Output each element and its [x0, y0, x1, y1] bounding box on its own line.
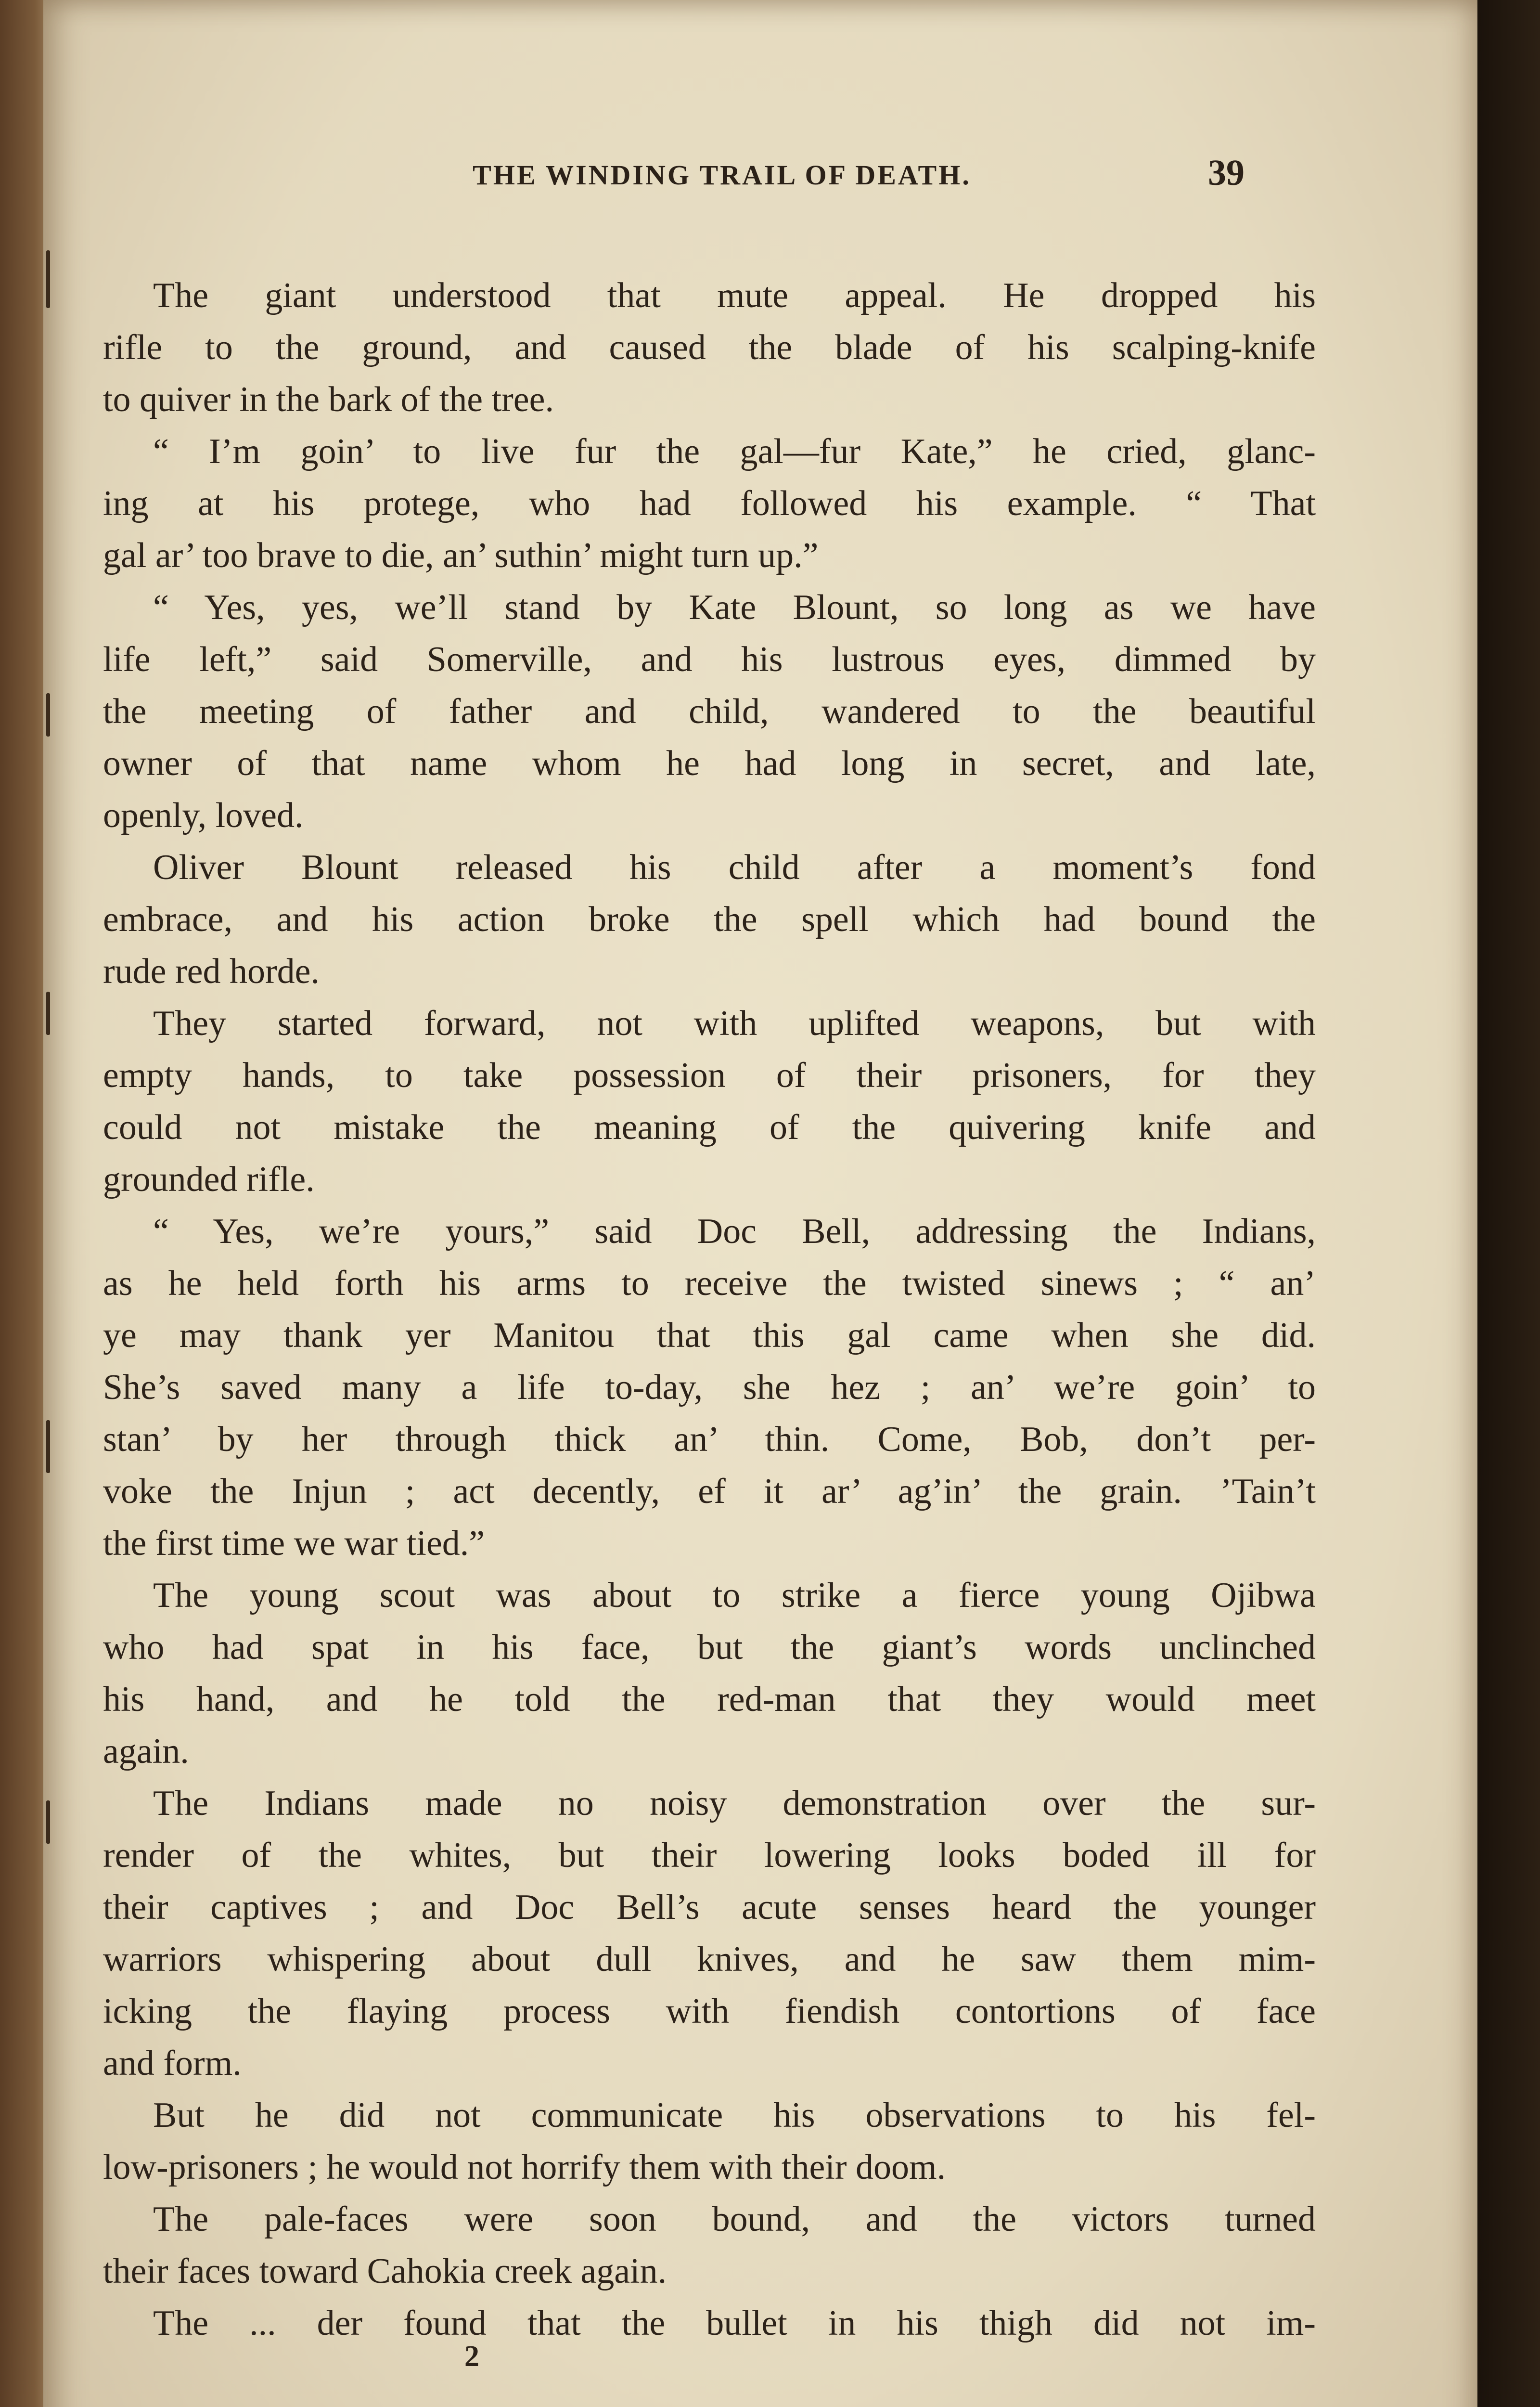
text-line: stan’ by her through thick an’ thin. Come, Bob, don’t per- [103, 1420, 1316, 1459]
text-line: his hand, and he told the red-man that they would meet [103, 1680, 1316, 1719]
text-line: warriors whispering about dull knives, and he saw them mim- [103, 1940, 1316, 1979]
margin-stain [46, 992, 50, 1035]
text-line: gal ar’ too brave to die, an’ suthin’ might turn up.” [103, 536, 819, 575]
text-line: low-prisoners ; he would not horrify them with their doom. [103, 2148, 946, 2187]
margin-stain [46, 1800, 50, 1844]
text-line: and form. [103, 2044, 242, 2083]
text-line: the first time we war tied.” [103, 1524, 485, 1563]
margin-stain [46, 693, 50, 737]
text-line: The young scout was about to strike a fierce young Ojibwa [153, 1576, 1316, 1615]
text-line: as he held forth his arms to receive the twisted sinews ; “ an’ [103, 1264, 1316, 1303]
text-line: “ Yes, yes, we’ll stand by Kate Blount, so long as we have [153, 588, 1316, 627]
text-line: again. [103, 1732, 189, 1771]
text-line: The giant understood that mute appeal. He dropped his [153, 276, 1316, 315]
page-header [43, 153, 1477, 207]
text-line: The Indians made no noisy demonstration over the sur- [153, 1784, 1316, 1823]
text-line: The ... der found that the bullet in his thigh did not im- [153, 2303, 1316, 2343]
text-line: the meeting of father and child, wandered to the beautiful [103, 692, 1316, 731]
text-line: their faces toward Cahokia creek again. [103, 2252, 667, 2291]
text-line: They started forward, not with uplifted weapons, but with [153, 1004, 1316, 1043]
text-line: ing at his protege, who had followed his example. “ That [103, 484, 1316, 523]
text-line: render of the whites, but their lowering looks boded ill for [103, 1836, 1316, 1875]
text-line: ye may thank yer Manitou that this gal came when she did. [103, 1316, 1316, 1355]
signature-mark: 2 [464, 2340, 479, 2373]
text-line: embrace, and his action broke the spell which had bound the [103, 900, 1316, 939]
margin-stain [46, 1420, 50, 1473]
book-page [43, 0, 1477, 2407]
text-line: openly, loved. [103, 796, 304, 835]
text-line: their captives ; and Doc Bell’s acute senses heard the younger [103, 1888, 1316, 1927]
text-line: Oliver Blount released his child after a moment’s fond [153, 848, 1316, 887]
margin-stain [46, 250, 50, 308]
text-line: “ I’m goin’ to live fur the gal—fur Kate,” he cried, glanc- [153, 432, 1316, 471]
text-line: rude red horde. [103, 952, 320, 991]
text-line: voke the Injun ; act decently, ef it ar’ ag’in’ the grain. ’Tain’t [103, 1472, 1316, 1511]
text-line: “ Yes, we’re yours,” said Doc Bell, addressing the Indians, [153, 1212, 1316, 1251]
running-title: THE WINDING TRAIL OF DEATH. [473, 159, 971, 191]
text-line: The pale-faces were soon bound, and the victors turned [153, 2200, 1316, 2239]
text-line: who had spat in his face, but the giant’s words unclinched [103, 1628, 1316, 1667]
text-line: She’s saved many a life to-day, she hez ; an’ we’re goin’ to [103, 1368, 1316, 1407]
text-line: owner of that name whom he had long in secret, and late, [103, 744, 1316, 783]
text-line: But he did not communicate his observations to his fel- [153, 2096, 1316, 2135]
text-line: icking the flaying process with fiendish contortions of face [103, 1992, 1316, 2031]
right-page-edge [1477, 0, 1540, 2407]
text-line: life left,” said Somerville, and his lustrous eyes, dimmed by [103, 640, 1316, 679]
text-line: grounded rifle. [103, 1160, 315, 1199]
text-line: to quiver in the bark of the tree. [103, 380, 554, 419]
text-line: could not mistake the meaning of the quivering knife and [103, 1108, 1316, 1147]
page-number: 39 [1208, 153, 1245, 193]
text-line: empty hands, to take possession of their prisoners, for they [103, 1056, 1316, 1095]
text-line: rifle to the ground, and caused the blade of his scalping-knife [103, 328, 1316, 367]
body-text [103, 270, 1316, 2349]
